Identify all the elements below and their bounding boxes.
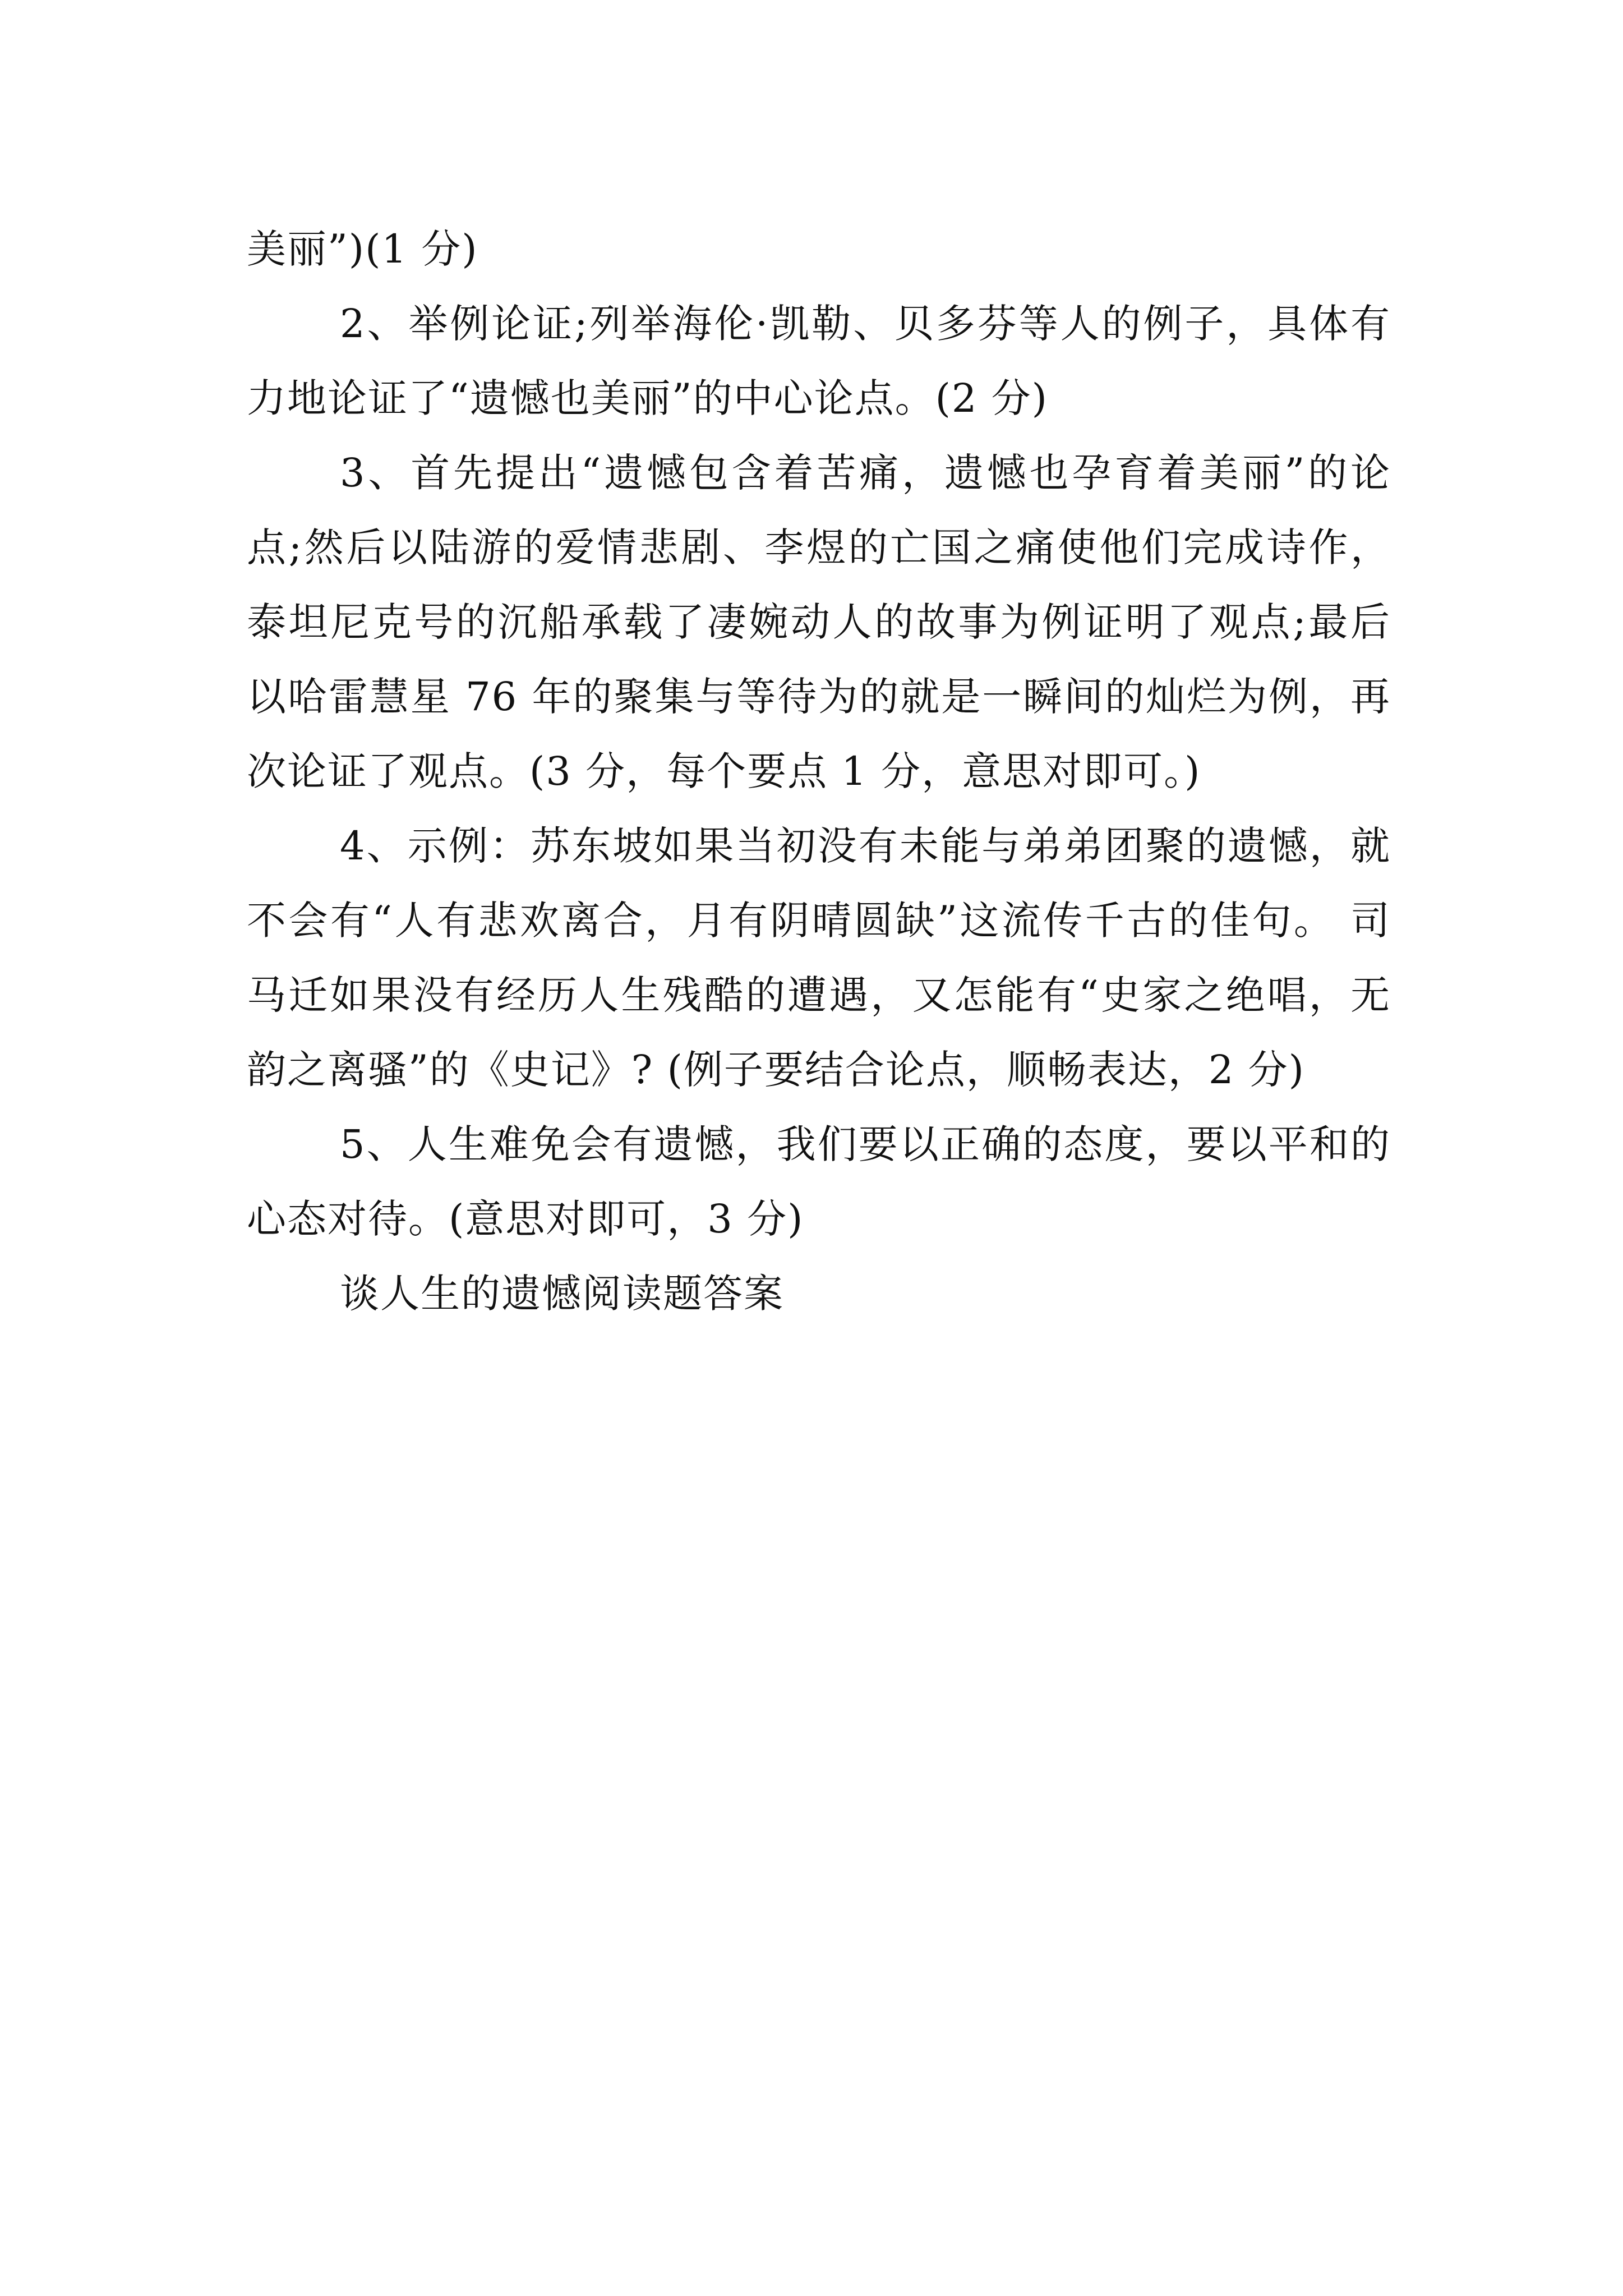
answer-text-block [247,212,1391,1331]
paragraph-answer-4: 4、示例：苏东坡如果当初没有未能与弟弟团聚的遗憾，就不会有“人有悲欢离合，月有阴晴圆缺”这流传千古的佳句。 司马迁如果没有经历人生残酷的遭遇，又怎能有“史家之绝唱，无韵之离骚”的《史记》? (例子要结合论点，顺畅表达，2 分) [247,823,1391,1093]
section-title-line: 谈人生的遗憾阅读题答案 [340,1271,784,1317]
paragraph-answer-2: 2、举例论证;列举海伦·凯勒、贝多芬等人的例子，具体有力地论证了“遗憾也美丽”的中心论点。(2 分) [247,301,1391,421]
paragraph-answer-3: 3、首先提出“遗憾包含着苦痛，遗憾也孕育着美丽”的论点;然后以陆游的爱情悲剧、李煜的亡国之痛使他们完成诗作，泰坦尼克号的沉船承载了凄婉动人的故事为例证明了观点;最后以哈雷慧星 76 年的聚集与等待为的就是一瞬间的灿烂为例，再次论证了观点。(3 分，每个要点 1 分，意思对即可。) [247,450,1391,794]
paragraph-continuation: 美丽”)(1 分) [247,226,478,272]
paragraph-answer-5: 5、人生难免会有遗憾，我们要以正确的态度，要以平和的心态对待。(意思对即可，3 分) [247,1121,1391,1242]
